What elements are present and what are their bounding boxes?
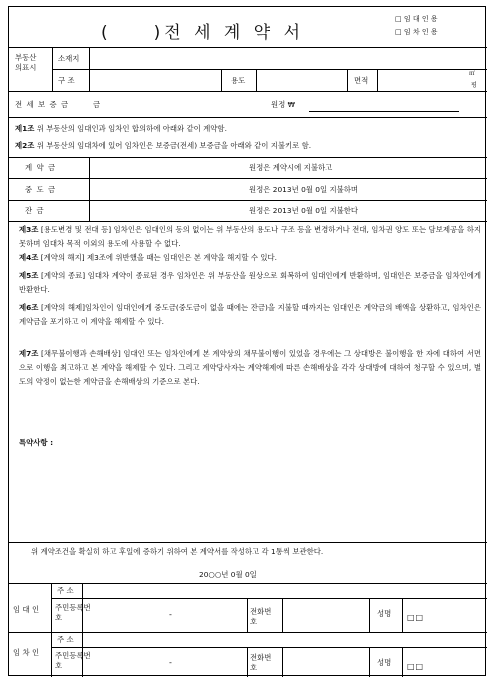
structure-label: 구 조 (58, 76, 75, 85)
lessee-phone-label: 전화번 호 (250, 653, 272, 672)
payment-text-1: 원정은 계약시에 지불하고 (249, 163, 333, 172)
area-unit-pyeong: 평 (471, 82, 477, 89)
special-terms-label: 특약사항 : (19, 438, 54, 447)
deposit-label: 전 세 보 증 금 (15, 100, 70, 109)
payment-text-2: 원정은 2013년 0월 0일 지불하며 (249, 185, 359, 194)
use-label: 용도 (231, 76, 246, 85)
article-4: 제4조 [계약의 해지] 제3조에 위반했을 때는 임대인은 본 계약을 해지할 수 있다. (19, 253, 277, 262)
contract-page (8, 6, 486, 676)
contract-date: 20○○년 0월 0일 (199, 570, 257, 579)
article-2: 제2조 위 부동산의 임대차에 있어 임차인은 보증금(전세) 보증금을 아래와 같이 지불키로 함. (15, 141, 312, 150)
article-6: 제6조 [계약의 해제]임차인이 임대인에게 중도금(중도금이 없을 때에는 잔금)을 지불할 때까지는 임대인은 계약금의 배액을 상환하고, 임차인은 계약금을 포기하고 이 계약을 해제할 수 있다. (19, 303, 481, 326)
lessor-label: 임 대 인 (13, 605, 40, 614)
lessor-address-label: 주 소 (57, 586, 74, 595)
lessee-address-label: 주 소 (57, 635, 74, 644)
lessor-copy-option[interactable]: □ 임 대 인 용 (395, 15, 438, 23)
payment-label-2: 중 도 금 (25, 185, 57, 194)
lessee-id-label: 주민등록번 호 (55, 651, 91, 670)
lessor-phone-label: 전화번 호 (250, 607, 272, 626)
payment-label-3: 잔 금 (25, 206, 45, 215)
article-7: 제7조 [채무불이행과 손해배상] 임대인 또는 임차인에게 본 계약상의 채무불이행이 있었을 경우에는 그 상대방은 불이행을 한 자에 대하여 서면으로 이행을 최고하고 본 계약을 해제할 수 있다. 그리고 계약당사자는 계약해제에 따른 손해배상을 각각 상대방에 대하여 청구할 수 있으며, 별도의 약정이 없는한 계약금을 손해배상의 기준으로 본다. (19, 349, 481, 386)
closing-statement: 위 계약조건을 확실히 하고 후일에 증하기 위하여 본 계약서를 작성하고 각 1통씩 보관한다. (31, 547, 324, 556)
lessor-name-label: 성명 (377, 609, 392, 618)
lessor-seal: □□ (407, 613, 425, 622)
lessee-id-dash: - (169, 658, 172, 667)
deposit-won: 원정 ₩ (271, 100, 295, 109)
lessor-id-dash: - (169, 610, 172, 619)
lessee-copy-option[interactable]: □ 임 차 인 용 (395, 28, 438, 36)
lessor-id-label: 주민등록번 호 (55, 603, 91, 622)
deposit-unit: 금 (93, 100, 101, 109)
payment-text-3: 원정은 2013년 0월 0일 지불한다 (249, 206, 359, 215)
property-group-label: 부동산 의표시 (15, 53, 37, 72)
article-3: 제3조 [용도변경 및 전대 등] 임차인은 임대인의 동의 없이는 위 부동산의 용도나 구조 등을 변경하거나 전대, 임차권 양도 또는 담보제공을 하지 못하며 임대차 목적 이외의 용도에 사용할 수 없다. (19, 225, 481, 248)
article-1: 제1조 위 부동산의 임대인과 임차인 합의하에 아래와 같이 계약함. (15, 124, 227, 133)
contract-title: ( )전 세 계 약 서 (101, 23, 304, 43)
location-label: 소재지 (58, 54, 80, 63)
payment-label-1: 계 약 금 (25, 163, 57, 172)
area-unit-sqm: ㎡ (469, 70, 476, 77)
area-label: 면적 (354, 76, 369, 85)
article-5: 제5조 [계약의 종료] 임대차 계약이 종료된 경우 임차인은 위 부동산을 원상으로 회복하여 임대인에게 반환하며, 임대인은 보증금을 임차인에게 반환한다. (19, 271, 481, 294)
lessee-label: 임 차 인 (13, 648, 40, 657)
lessee-name-label: 성명 (377, 658, 392, 667)
lessee-seal: □□ (407, 662, 425, 671)
